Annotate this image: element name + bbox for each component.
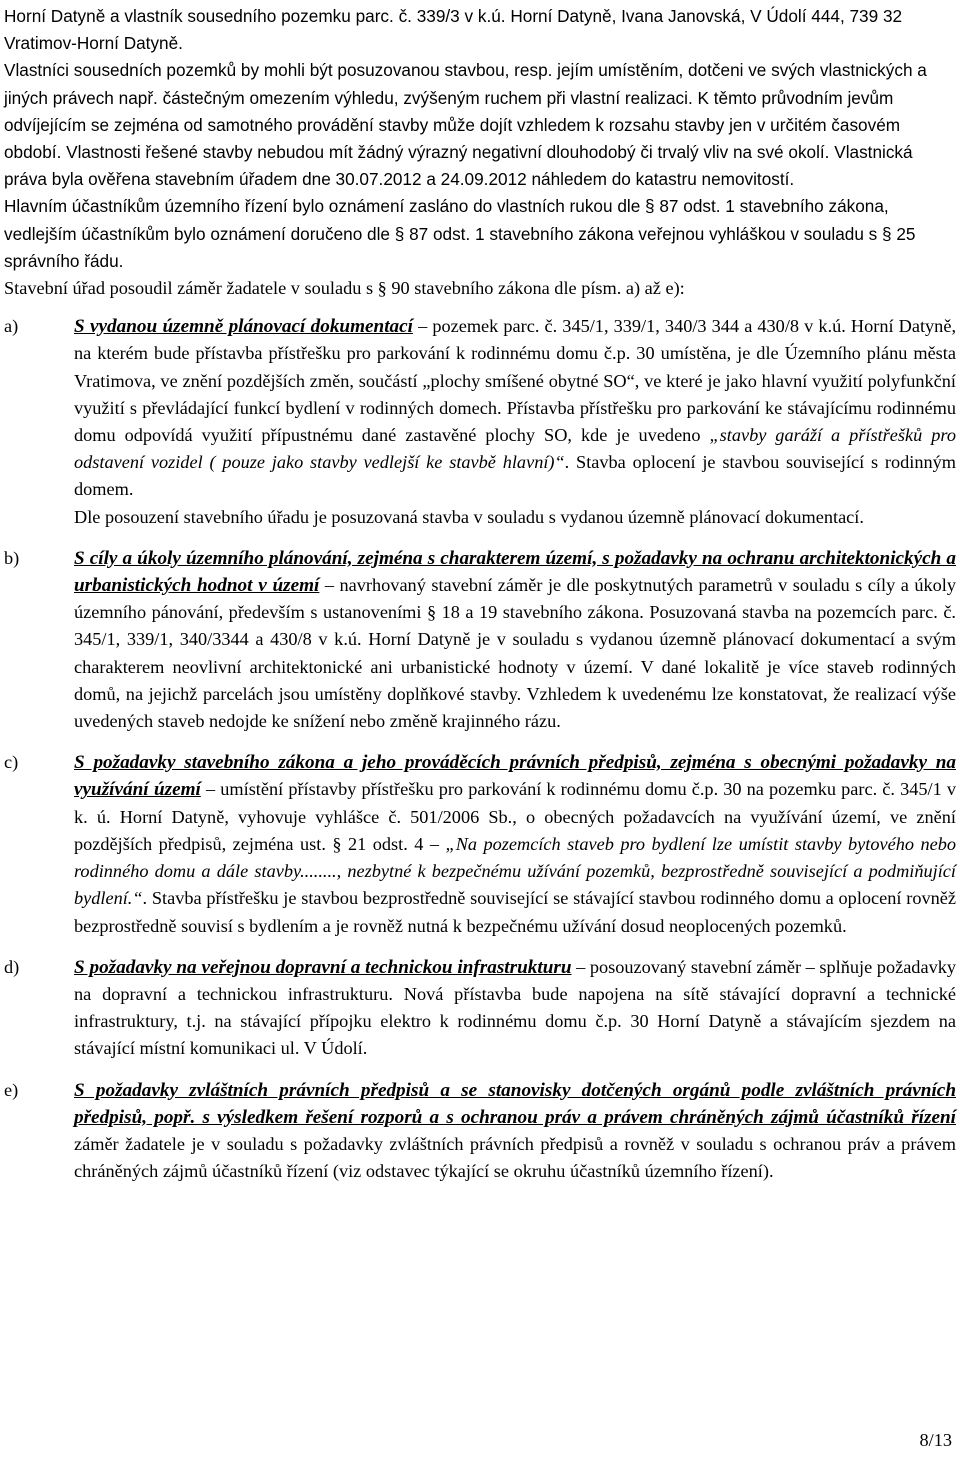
criterion-label: b): [4, 547, 20, 568]
criterion-text: – umístění přístavby přístřešku pro parkování k rodinnému domu č.p. 30 na pozemku parc. č. 345/1 v k. ú. Horní Datyně, vyhovuje vyhlášce č. 501/2006 Sb., o obecných požadavcích na využívání území, ve znění pozdějších předpisů, zejména ust. § 21 odst. 4 –: [74, 779, 956, 854]
criterion-label: d): [4, 956, 20, 977]
criterion-body: [74, 1077, 956, 1186]
criterion-label: e): [4, 1079, 19, 1100]
criterion-quote: „Na pozemcích staveb pro bydlení lze umístit stavby bytového nebo rodinného domu a dále stavby........, nezbytné k bezpečnému užívání pozemků, bezprostředně související a podmiňující bydlení.“: [74, 833, 956, 909]
criterion-heading: S požadavky zvláštních právních předpisů a se stanovisky dotčených orgánů podle zvláštních právních předpisů, popř. s výsledkem řešení rozporů a s ochranou práv a právem chráněných zájmů účastníků řízení: [74, 1079, 956, 1128]
intro-paragraph-assessment: Stavební úřad posoudil záměr žadatele v souladu s § 90 stavebního zákona dle písm. a) až e):: [4, 278, 685, 299]
criterion-quote: „stavby garáží a přístřešků pro odstavení vozidel ( pouze jako stavby vedlejší ke stavbě hlavní)“: [74, 425, 956, 473]
page-number: 8/13: [919, 1430, 952, 1450]
intro-paragraph-owners: Horní Datyně a vlastník sousedního pozemku parc. č. 339/3 v k.ú. Horní Datyně, Ivana Janovská, V Údolí 444, 739 32 Vratimov-Horní Datyně.: [4, 6, 903, 54]
criterion-heading: S cíly a úkoly územního plánování, zejména s charakterem území, s požadavky na ochranu architektonických a urbanistických hodnot v území: [74, 547, 956, 597]
criterion-text-cont: . Stavba oplocení je stavbou související s rodinným domem.: [74, 452, 957, 500]
criterion-c: [4, 749, 956, 939]
criterion-text-cont: . Stavba přístřešku je stavbou bezprostředně související se stávající stavbou rodinného domu a oplocení rovněž bezprostředně souvisí s bydlením a je rovněž nutná k bezpečnému užívání dosud neoplocených pozemků.: [74, 888, 956, 936]
criterion-label: c): [4, 752, 19, 773]
criterion-body: [74, 954, 956, 1063]
criterion-heading: S vydanou územně plánovací dokumentací: [74, 316, 413, 338]
intro-paragraph-neighbours-a: Vlastníci sousedních pozemků by mohli být posuzovanou stavbou, resp. jejím umístěním, dotčeni ve svých vlastnických a jiných právech např.: [4, 60, 927, 108]
intro-paragraph-neighbours-b: částečným omezením výhledu, zvýšeným ruchem při vlastní realizaci. K těmto průvodním jevům odvíjejícím se zejména od samotného provádění stavby může dojít vzhledem k rozsahu stavby jen v určitém časovém období. Vlastnosti řešené stavby nebudou mít žádný výrazný negativní dlouhodobý či trvalý vliv na své okolí. Vlastnická práva byla ověřena stavebním úřadem dne 30.07.2012 a 24.09.2012 náhledem do katastru nemovitostí.: [4, 87, 913, 190]
criterion-body: [74, 545, 956, 735]
criterion-text: záměr žadatele je v souladu s požadavky zvláštních právních předpisů a rovněž v souladu s ochranou práv a právem chráněných zájmů účastníků řízení (viz odstavec týkající se okruhu účastníků územního řízení).: [74, 1133, 956, 1182]
intro-paragraph-notification: Hlavním účastníkům územního řízení bylo oznámení zasláno do vlastních rukou dle § 87 odst. 1 stavebního zákona, vedlejším účastníkům bylo oznámení doručeno dle § 87 odst. 1 stavebního zákona veřejnou vyhláškou v souladu s § 25 správního řádu.: [4, 196, 916, 271]
criterion-text: – posouzovaný stavební záměr – splňuje požadavky na dopravní a technickou infrastrukturu. Nová přístavba bude napojena na sítě stávající dopravní a technické infrastruktury, t.j. na stávající přípojku elektro k rodinnému domu č.p. 30 Horní Datyně a stávajícím sjezdem na stávající místní komunikaci ul. V Údolí.: [74, 956, 956, 1059]
criterion-b: [4, 545, 956, 735]
criterion-text: – navrhovaný stavební záměr je dle poskytnutých parametrů v souladu s cíly a úkoly územního pánování, především s ustanoveními § 18 a 19 stavebního zákona. Posuzovaná stavba na pozemcích parc. č. 345/1, 339/1, 340/3344 a 430/8 v k.ú. Horní Datyně je v souladu s vydanou územně plánovací dokumentací a svým charakterem neovlivní architektonické ani urbanistické hodnoty v území. V dané lokalitě je více staveb rodinných domů, na jejichž parcelách jsou umístěny doplňkové stavby. Vzhledem k uvedenému lze konstatovat, že realizací výše uvedených staveb nedojde ke snížení nebo změně krajinného rázu.: [74, 575, 956, 732]
criterion-text: – pozemek parc. č. 345/1, 339/1, 340/3 344 a 430/8 v k.ú. Horní Datyně, na kterém bude přístavba přístřešku pro parkování k rodinnému domu č.p. 30 umístěna, je dle Územního plánu města Vratimova, ve znění pozdějších změn, součástí „plochy smíšené obytné SO“, ve které je jako hlavní využití polyfunkční využití s převládající funkcí bydlení v rodinných domech. Přístavba přístřešku pro parkování ke stávajícímu rodinnému domu odpovídá využití přípustnému dané zastavěné plochy SO, kde je uvedeno: [74, 316, 957, 446]
criterion-heading: S požadavky stavebního zákona a jeho prováděcích právních předpisů, zejména s obecnými požadavky na využívání území: [74, 752, 956, 801]
criterion-body: [74, 313, 956, 531]
criterion-a: [4, 313, 956, 531]
intro-paragraph-neighbours: [4, 57, 956, 193]
criterion-body: [74, 749, 956, 939]
criterion-conclusion: Dle posouzení stavebního úřadu je posuzovaná stavba v souladu s vydanou územně plánovací dokumentací.: [74, 506, 864, 527]
criterion-label: a): [4, 316, 19, 337]
criterion-heading: S požadavky na veřejnou dopravní a technickou infrastrukturu: [74, 956, 572, 978]
criterion-d: [4, 954, 956, 1063]
criterion-e: [4, 1077, 956, 1186]
